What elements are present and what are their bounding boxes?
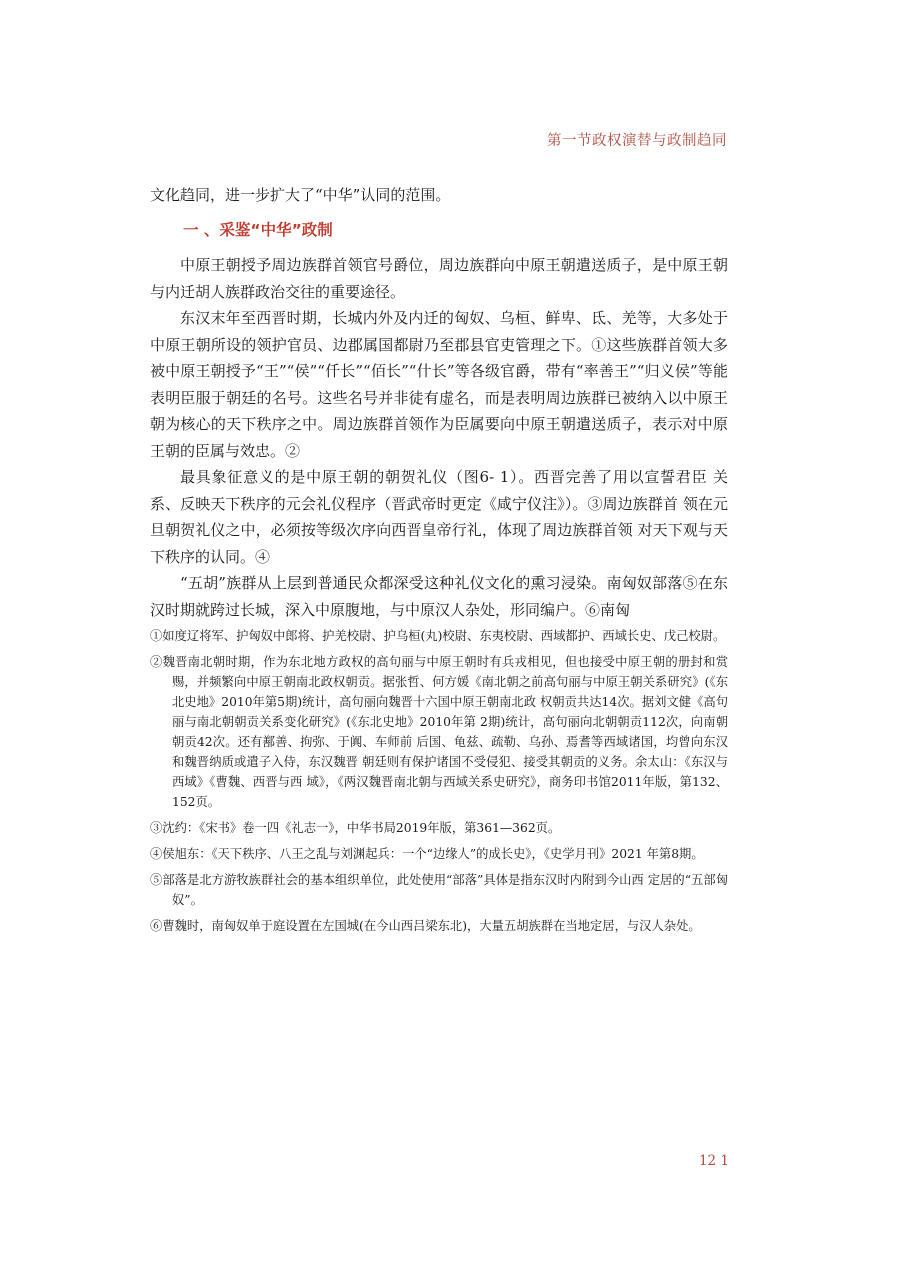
body-paragraph: 东汉末年至西晋时期，长城内外及内迁的匈奴、乌桓、鲜卑、氐、羌等，大多处于中原王朝所设的领护官员、边郡属国都尉乃至郡县官吏管理之下。①这些族群首领大多被中原王朝授予“王”“侯”“仟长”“佰长”“什长”等各级官爵，带有“率善王”“归义侯”等能表明臣服于朝廷的名号。这些名号并非徒有虚名，而是表明周边族群已被纳入以中原王朝为核心的天下秩序之中。周边族群首领作为臣属要向中原王朝遣送质子，表示对中原王朝的臣属与效忠。② bbox=[150, 309, 728, 460]
footnote: ①如度辽将军、护匈奴中郎将、护羌校尉、护乌桓(丸)校尉、东夷校尉、西域都护、西域长史、戊己校尉。 bbox=[150, 629, 726, 643]
footnote: ⑥曹魏时，南匈奴单于庭设置在左国城(在今山西吕梁东北)，大量五胡族群在当地定居，与汉人杂处。 bbox=[150, 919, 701, 933]
body-paragraph: “五胡”族群从上层到普通民众都深受这种礼仪文化的熏习浸染。南匈奴部落⑤在东汉时期就跨过长城，深入中原腹地，与中原汉人杂处，形同编户。⑥南匈 bbox=[150, 574, 728, 619]
page-number: 12 1 bbox=[698, 1153, 729, 1169]
footnotes bbox=[150, 626, 728, 942]
body-continuation bbox=[150, 182, 728, 209]
body-paragraph: 最具象征意义的是中原王朝的朝贺礼仪（图6- 1）。西晋完善了用以宣誓君臣 关系、反映天下秩序的元会礼仪程序（晋武帝时更定《咸宁仪注》）。③周边族群首 领在元旦朝贺礼仪之中，必须按等级次序向西晋皇帝行礼，体现了周边族群首领 对天下观与天下秩序的认同。④ bbox=[150, 468, 728, 566]
continuation-paragraph: 文化趋同，进一步扩大了“中华”认同的范围。 bbox=[150, 186, 451, 204]
section-title: 一 、采鉴“中华”政制 bbox=[183, 221, 333, 239]
footnote: ③沈约：《宋书》卷一四《礼志一》，中华书局2019年版，第361—362页。 bbox=[150, 821, 561, 835]
footnote: ④侯旭东：《天下秩序、八王之乱与刘渊起兵：一个“边缘人”的成长史》，《史学月刊》2021 年第8期。 bbox=[150, 847, 704, 861]
footnote: ⑤部落是北方游牧族群社会的基本组织单位，此处使用“部落”具体是指东汉时内附到今山西 定居的“五部匈奴”。 bbox=[150, 873, 728, 907]
running-header: 第一节政权演替与政制趋同 bbox=[547, 133, 727, 149]
main-body bbox=[150, 252, 728, 623]
footnote: ②魏晋南北朝时期，作为东北地方政权的高句丽与中原王朝时有兵戎相见，但也接受中原王朝的册封和赏赐，并频繁向中原王朝南北政权朝贡。据张哲、何方媛《南北朝之前高句丽与中原王朝关系研究》(《东北史地》2010年第5期)统计，高句丽向魏晋十六国中原王朝南北政 权朝贡共达14次。据刘文健《高句丽与南北朝朝贡关系变化研究》(《东北史地》2010年第 2期)统计，高句丽向北朝朝贡112次，向南朝朝贡42次。还有鄯善、拘弥、于阗、车师前 后国、龟兹、疏勒、乌孙、焉耆等西域诸国，均曾向东汉和魏晋纳质或遣子入侍，东汉魏晋 朝廷则有保护诸国不受侵犯、接受其朝贡的义务。余太山：《东汉与西域》《曹魏、西晋与西 域》，《两汉魏晋南北朝与西域关系史研究》，商务印书馆2011年版，第132、152页。 bbox=[150, 655, 728, 809]
body-paragraph: 中原王朝授予周边族群首领官号爵位，周边族群向中原王朝遣送质子，是中原王朝与内迁胡人族群政治交往的重要途径。 bbox=[150, 256, 728, 301]
